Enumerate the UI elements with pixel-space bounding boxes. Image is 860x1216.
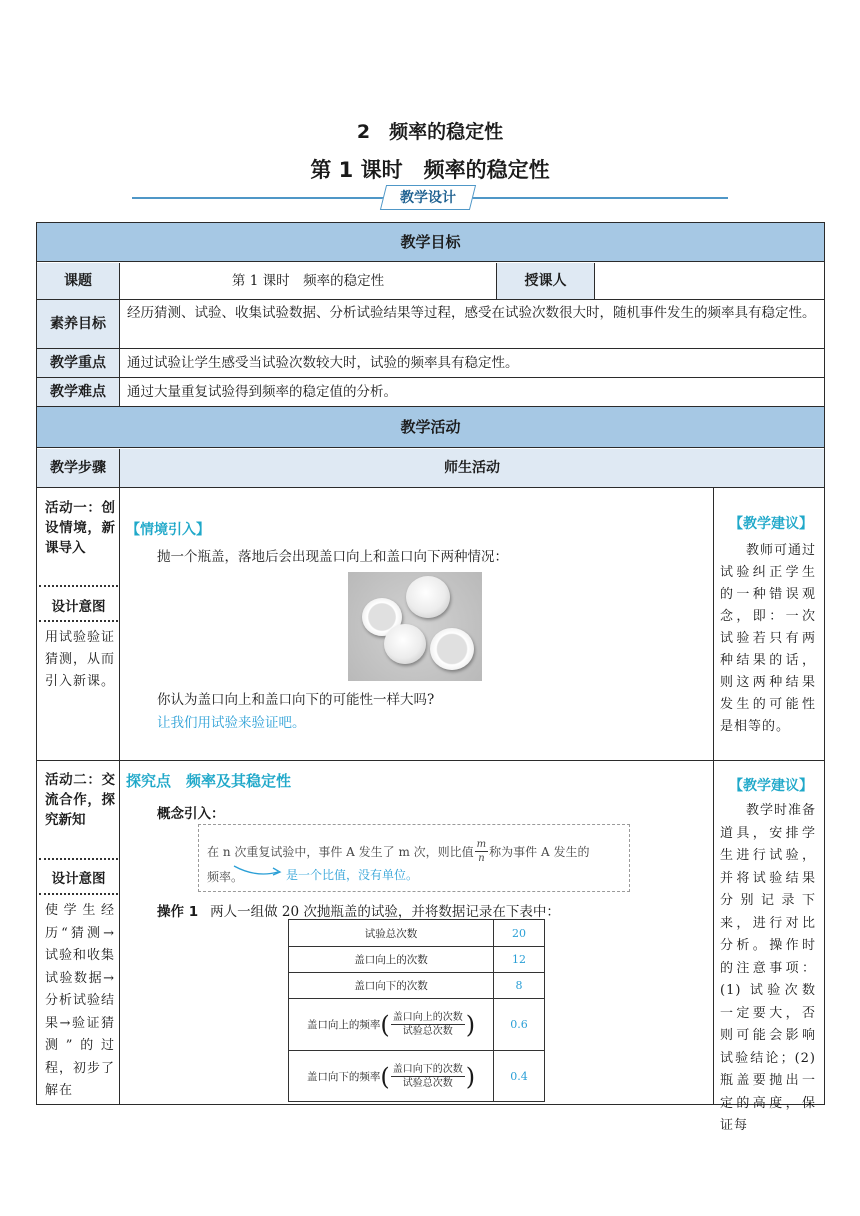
divider [713,488,714,760]
activity1-suggestion-text: 教师可通过试验纠正学生的一种错误观念，即：一次试验若只有两种结果的话，则这两种结果发生的可能性是相等的。 [720,543,817,734]
difficulty-value: 通过大量重复试验得到频率的稳定值的分析。 [127,384,397,400]
activity2-title: 活动二：交流合作，探究新知 [45,772,115,828]
dotted-divider [39,620,118,622]
topic-value: 第 1 课时 频率的稳定性 [231,273,385,289]
left-paren: ( [380,1062,390,1091]
bottle-cap-icon [384,624,426,664]
banner-label: 教学设计 [400,190,456,206]
activity2-suggestion-text: 教学时准备道具，安排学生进行试验，并将试验结果分别记录下来，进行对比分析。操作时的注意事项：(1) 试验次数一定要大，否则可能会影响试验结论；(2) 瓶盖要抛出一定的高度，保证每 [720,803,817,1133]
scenario-question: 你认为盖口向上和盖口向下的可能性一样大吗? [157,692,435,708]
concept-frac-num: m [476,839,487,850]
frac-den: 试验总次数 [402,1026,453,1037]
explore-title: 探究点 频率及其稳定性 [126,772,292,790]
trial-table [288,919,545,1102]
dotted-divider [39,858,118,860]
table-cell: 0.4 [510,1070,528,1083]
right-paren: ) [465,1062,476,1091]
concept-fraction [475,838,488,865]
frequency-up-label: 盖口向上的频率 [306,1019,381,1031]
activity2-suggestion-tag: 【教学建议】 [729,778,813,794]
row-divider [37,299,824,300]
concept-note: 是一个比值，没有单位。 [286,868,419,882]
row-divider [37,487,824,488]
divider [119,300,120,348]
teacher-label: 授课人 [497,263,594,299]
teacher-value [595,263,824,299]
key-point-value: 通过试验让学生感受当试验次数较大时，试验的频率具有稳定性。 [127,355,519,371]
key-point-label: 教学重点 [37,349,119,377]
scenario-answer: 让我们用试验来验证吧。 [157,715,306,731]
topic-label: 课题 [37,263,119,299]
bottle-cap-icon [406,576,450,618]
table-cell: 20 [512,926,526,940]
operation-label: 操作 1 [157,904,199,920]
dotted-divider [39,893,118,895]
table-cell: 试验总次数 [289,920,494,946]
scenario-intro: 抛一个瓶盖，落地后会出现盖口向上和盖口向下两种情况： [157,549,508,565]
divider [713,761,714,1104]
concept-text-a: 在 n 次重复试验中，事件 A 发生了 m 次，则比值 [207,845,474,859]
left-paren: ( [380,1010,390,1039]
table-cell: 8 [515,979,523,992]
divider [119,378,120,406]
concept-text-c: 频率。 [207,870,244,884]
table-cell [289,999,494,1050]
table-cell [289,1051,494,1102]
literacy-label: 素养目标 [37,300,119,348]
row-divider [37,760,824,761]
frac-num: 盖口向下的次数 [392,1064,463,1075]
table-row [289,1051,544,1102]
activity2-design-label: 设计意图 [51,871,106,887]
literacy-value: 经历猜测、试验、收集试验数据、分析试验结果等过程，感受在试验次数很大时，随机事件发生的频率具有稳定性。 [127,305,816,321]
frequency-up-fraction [391,1011,465,1038]
activity-label: 师生活动 [120,449,824,487]
activity2-design-text: 使学生经历“猜测→试验和收集试验数据→分析试验结果→验证猜测”的过程，初步了解在 [45,903,116,1098]
lesson-subtitle: 第 1 课时 频率的稳定性 [310,158,550,182]
frac-den: 试验总次数 [402,1078,453,1089]
operation-line [157,900,560,920]
steps-label: 教学步骤 [37,449,119,487]
goals-heading: 教学目标 [37,223,824,262]
frequency-down-fraction [391,1063,465,1090]
activity1-title: 活动一：创设情境，新课导入 [45,500,115,556]
divider [119,761,120,1104]
concept-text-b: 称为事件 A 发生的 [489,845,590,859]
difficulty-label: 教学难点 [37,378,119,406]
table-row [289,973,544,999]
activity1-suggestion-tag: 【教学建议】 [729,516,813,532]
table-cell: 盖口向上的次数 [289,947,494,972]
annotation-arrow-icon [232,862,284,878]
concept-label: 概念引入： [157,806,225,822]
activity1-design-text: 用试验验证猜测，从而引入新课。 [45,630,116,689]
table-cell: 12 [512,953,526,966]
table-row [289,947,544,973]
table-cell: 0.6 [510,1018,528,1031]
concept-frac-den: n [478,853,485,864]
table-cell: 盖口向下的次数 [289,973,494,998]
bottle-caps-photo [348,572,482,681]
concept-line [207,838,589,865]
table-row [289,920,544,947]
topic-row [37,263,824,300]
activities-heading: 教学活动 [37,407,824,448]
right-paren: ) [465,1010,476,1039]
frequency-down-label: 盖口向下的频率 [306,1071,381,1083]
row-divider [37,348,824,349]
dotted-divider [39,585,118,587]
activity1-design-label: 设计意图 [51,599,106,615]
row-divider [37,377,824,378]
lesson-title: 2 频率的稳定性 [356,121,504,143]
frac-num: 盖口向上的次数 [392,1012,463,1023]
divider [119,488,120,760]
bottle-cap-icon [430,628,474,670]
operation-text: 两人一组做 20 次抛瓶盖的试验，并将数据记录在下表中： [210,904,560,920]
divider [119,349,120,377]
table-row [289,999,544,1051]
scenario-tag: 【情境引入】 [126,522,210,538]
